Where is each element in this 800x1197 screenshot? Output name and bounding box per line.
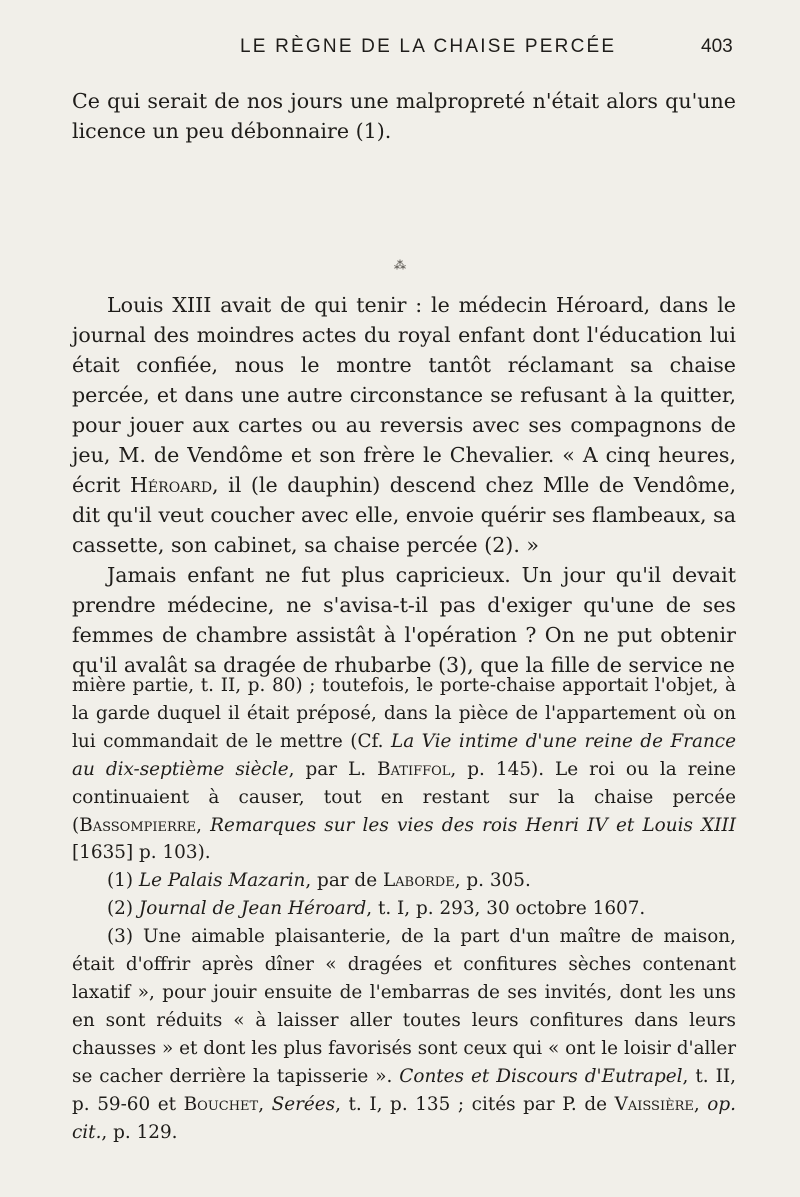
fn-cont-title-2: Remarques sur les vies des rois Henri IV et Louis XIII bbox=[210, 814, 736, 836]
fn-cont-title-1: La Vie intime d'une reine de France au dix-septième siècle bbox=[72, 730, 736, 780]
footnote-3-text-e: , bbox=[693, 1093, 708, 1115]
footnote-1-title: Le Palais Mazarin bbox=[138, 870, 306, 892]
footnote-1-text-a: , par de bbox=[305, 870, 383, 892]
footnote-3-number: (3) bbox=[107, 926, 134, 948]
running-title: LE RÈGNE DE LA CHAISE PERCÉE bbox=[240, 36, 617, 57]
fn-cont-author-2: Bassompierre bbox=[79, 814, 197, 836]
section-ornament: ⁂ bbox=[394, 258, 406, 272]
paragraph-2-text-a: Louis XIII avait de qui tenir : le médecin Héroard, dans le journal des moindres actes du royal enfant dont l'éducation lui était confiée, nous le montre tantôt réclamant sa chaise percée, et dans une autre circonstance se refusant à la quitter, pour jouer aux cartes ou au reversis avec ses compagnons de jeu, M. de Vendôme et son frère le Chevalier. « A cinq heures, écrit bbox=[72, 293, 736, 497]
running-head bbox=[0, 36, 800, 66]
paragraph-2-text-b: , il (le dauphin) descend chez Mlle de Vendôme, dit qu'il veut coucher avec elle, envoie quérir ses flambeaux, sa cassette, son cabinet, sa chaise percée (2). » bbox=[72, 473, 736, 557]
paragraph-3: Jamais enfant ne fut plus capricieux. Un jour qu'il devait prendre médecine, ne s'avisa-t-il pas d'exiger qu'une de ses femmes de chambre assistât à l'opération ? On ne put obtenir qu'il avalât sa dragée de rhubarbe (3), que la fille de service ne bbox=[72, 563, 736, 677]
fn-cont-text-c: , p. 145). Le roi ou la reine continuaient à causer, tout en restant sur la chaise percée ( bbox=[72, 758, 736, 836]
footnote-2-title: Journal de Jean Héroard bbox=[138, 898, 367, 920]
footnote-3-text-f: , p. 129. bbox=[101, 1121, 178, 1143]
footnote-3-author-1: Bouchet bbox=[183, 1093, 259, 1115]
footnote-3-title-2: Serées bbox=[271, 1093, 336, 1115]
footnote-2-text: , t. I, p. 293, 30 octobre 1607. bbox=[366, 898, 646, 920]
footnote-3-text-d: , t. I, p. 135 ; cités par P. de bbox=[335, 1093, 615, 1115]
footnote-2 bbox=[72, 895, 736, 923]
author-name: Héroard bbox=[129, 473, 213, 497]
page-number: 403 bbox=[701, 36, 733, 57]
footnote-3-text-c: , bbox=[258, 1093, 272, 1115]
fn-cont-text-b: , par L. bbox=[288, 758, 378, 780]
footnote-1-author: Laborde bbox=[382, 870, 455, 892]
footnote-3-text-b: , t. II, p. 59-60 et bbox=[72, 1065, 736, 1115]
footnote-2-number: (2) bbox=[107, 898, 134, 920]
footnote-continuation bbox=[72, 672, 736, 867]
footnote-1-text-b: , p. 305. bbox=[454, 870, 531, 892]
footnote-3 bbox=[72, 923, 736, 1146]
paragraph-2 bbox=[72, 290, 736, 560]
fn-cont-text-a: mière partie, t. II, p. 80) ; toutefois, le porte-chaise apportait l'objet, à la garde duquel il était préposé, dans la pièce de l'appartement où on lui commandait de le mettre (Cf. bbox=[72, 675, 736, 752]
fn-cont-author-1: Batiffol bbox=[377, 758, 451, 780]
footnote-3-text-a: Une aimable plaisanterie, de la part d'un maître de maison, était d'offrir après dîner « dragées et confitures sèches contenant laxatif », pour jouir ensuite de l'embarras de ses invités, dont les uns en sont réduits « à laisser aller toutes leurs confitures dans leurs chausses » et dont les plus favorisés sont ceux qui « ont le loisir d'aller se cacher derrière la tapisserie ». bbox=[72, 926, 736, 1087]
main-text-block bbox=[72, 290, 736, 680]
footnote-1 bbox=[72, 867, 736, 895]
opening-paragraph-block bbox=[72, 86, 736, 146]
fn-cont-text-d: , bbox=[196, 814, 211, 836]
paragraph-1: Ce qui serait de nos jours une malpropreté n'était alors qu'une licence un peu débonnaire (1). bbox=[72, 89, 736, 143]
footnotes-block bbox=[72, 672, 736, 1146]
footnote-3-title-1: Contes et Discours d'Eutrapel bbox=[399, 1065, 683, 1087]
footnote-3-op-cit: op. cit. bbox=[72, 1093, 736, 1143]
footnote-3-author-2: Vaissière bbox=[614, 1093, 694, 1115]
footnote-1-number: (1) bbox=[107, 870, 134, 892]
fn-cont-text-e: [1635] p. 103). bbox=[72, 842, 211, 864]
